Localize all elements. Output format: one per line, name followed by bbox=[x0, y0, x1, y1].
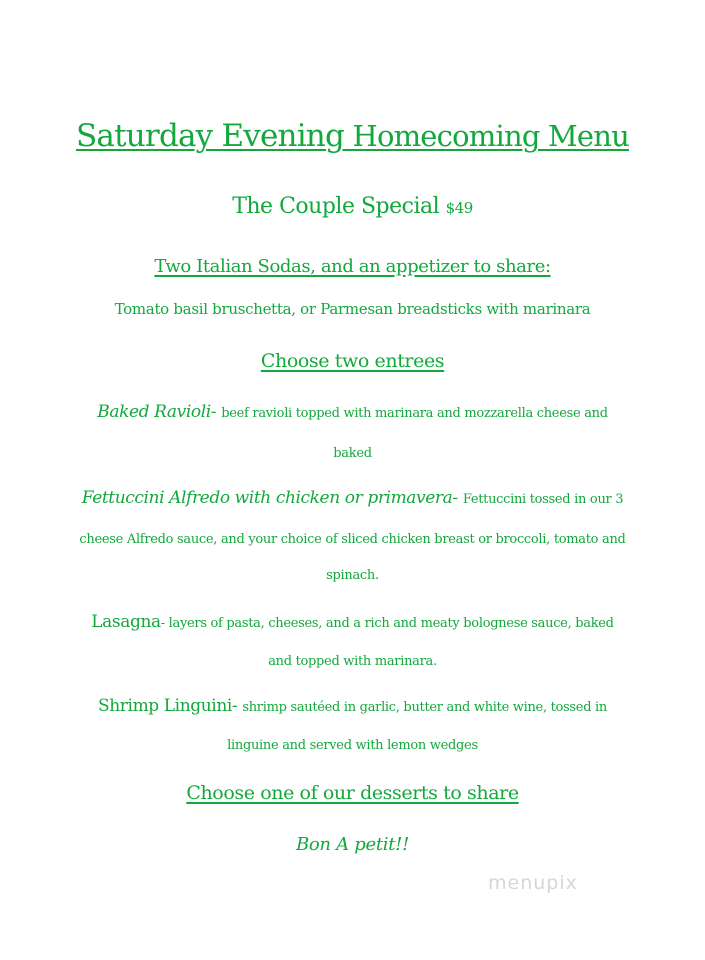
couple-special-price: $49 bbox=[445, 199, 473, 217]
couple-special-label: The Couple Special bbox=[232, 194, 440, 219]
desserts-heading: Choose one of our desserts to share bbox=[186, 782, 519, 804]
entree-name: Shrimp Linguini- bbox=[98, 696, 238, 716]
menu-title-part1: Saturday Evening bbox=[75, 118, 345, 154]
entree-desc-continued: cheese Alfredo sauce, and your choice of sliced chicken breast or broccoli, tomato and bbox=[79, 532, 626, 547]
entree-desc-continued: and topped with marinara. bbox=[268, 654, 437, 669]
menu-title-part2: Homecoming Menu bbox=[352, 119, 630, 153]
entree-desc: beef ravioli topped with marinara and mozzarella cheese and bbox=[221, 406, 608, 421]
entree-desc: shrimp sautéed in garlic, butter and white wine, tossed in bbox=[242, 700, 607, 715]
entree-desc-continued: linguine and served with lemon wedges bbox=[227, 738, 478, 753]
closing-line: Bon A petit!! bbox=[295, 834, 410, 855]
watermark-logo: menupix bbox=[488, 872, 578, 894]
entrees-heading: Choose two entrees bbox=[260, 350, 445, 372]
entree-name: Lasagna bbox=[91, 612, 161, 632]
entree-name: Baked Ravioli- bbox=[97, 402, 217, 422]
entree-lasagna bbox=[20, 612, 685, 632]
menu-title bbox=[20, 118, 685, 154]
entree-desc: - layers of pasta, cheeses, and a rich and meaty bolognese sauce, baked bbox=[160, 616, 614, 631]
entree-desc-continued: spinach. bbox=[326, 568, 379, 583]
couple-special-heading bbox=[20, 194, 685, 219]
entree-desc: Fettuccini tossed in our 3 bbox=[462, 492, 624, 507]
entree-ravioli bbox=[20, 402, 685, 422]
appetizer-options: Tomato basil bruschetta, or Parmesan breadsticks with marinara bbox=[114, 300, 591, 318]
sodas-line: Two Italian Sodas, and an appetizer to share: bbox=[154, 256, 551, 277]
entree-name: Fettuccini Alfredo with chicken or primavera- bbox=[81, 488, 458, 508]
entree-fettuccini bbox=[20, 488, 685, 508]
entree-desc-continued: baked bbox=[333, 446, 372, 461]
entree-shrimp-linguini bbox=[20, 696, 685, 716]
